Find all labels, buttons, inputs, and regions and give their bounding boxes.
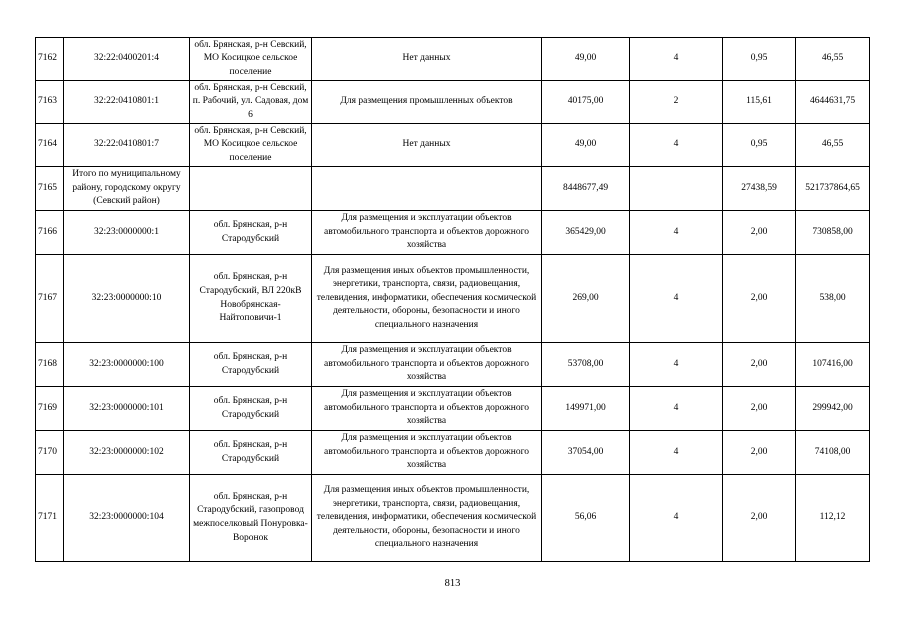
cell-area: 8448677,49 (542, 167, 630, 211)
cell-value: 4644631,75 (796, 81, 870, 124)
cell-address: обл. Брянская, р-н Стародубский (190, 431, 312, 475)
cell-cadastral: 32:22:0410801:7 (64, 124, 190, 167)
cell-rate: 2,00 (723, 255, 796, 343)
cell-purpose: Для размещения и эксплуатации объектов автомобильного транспорта и объектов дорожного хозяйства (312, 211, 542, 255)
cell-cadastral: 32:23:0000000:100 (64, 343, 190, 387)
table-row (36, 211, 870, 255)
cell-rate: 2,00 (723, 343, 796, 387)
cell-value: 299942,00 (796, 387, 870, 431)
cell-value: 46,55 (796, 38, 870, 81)
table-body (36, 38, 870, 562)
cell-area: 365429,00 (542, 211, 630, 255)
cell-rate: 2,00 (723, 387, 796, 431)
cell-group: 4 (630, 38, 723, 81)
cell-address: обл. Брянская, р-н Стародубский, газопровод межпоселковый Понуровка-Воронок (190, 475, 312, 562)
cell-rate: 115,61 (723, 81, 796, 124)
cell-group: 4 (630, 124, 723, 167)
cell-address: обл. Брянская, р-н Севский, МО Косицкое сельское поселение (190, 124, 312, 167)
cell-address: обл. Брянская, р-н Севский, МО Косицкое сельское поселение (190, 38, 312, 81)
cell-cadastral: 32:23:0000000:1 (64, 211, 190, 255)
cell-num: 7162 (36, 38, 64, 81)
cell-purpose: Для размещения и эксплуатации объектов автомобильного транспорта и объектов дорожного хозяйства (312, 387, 542, 431)
cell-value: 112,12 (796, 475, 870, 562)
table-row (36, 81, 870, 124)
cell-cadastral: 32:22:0400201:4 (64, 38, 190, 81)
table-row (36, 167, 870, 211)
cell-rate: 2,00 (723, 431, 796, 475)
table-row (36, 255, 870, 343)
cell-group: 4 (630, 255, 723, 343)
cell-area: 40175,00 (542, 81, 630, 124)
cell-area: 56,06 (542, 475, 630, 562)
cell-num: 7171 (36, 475, 64, 562)
cell-area: 37054,00 (542, 431, 630, 475)
cell-num: 7170 (36, 431, 64, 475)
table-row (36, 38, 870, 81)
cell-group: 4 (630, 387, 723, 431)
table-row (36, 343, 870, 387)
cell-group: 2 (630, 81, 723, 124)
cell-group: 4 (630, 431, 723, 475)
cell-purpose: Для размещения и эксплуатации объектов автомобильного транспорта и объектов дорожного хозяйства (312, 431, 542, 475)
cell-area: 49,00 (542, 124, 630, 167)
cell-value: 521737864,65 (796, 167, 870, 211)
table-row (36, 124, 870, 167)
cell-rate: 0,95 (723, 38, 796, 81)
cell-rate: 2,00 (723, 211, 796, 255)
cell-value: 46,55 (796, 124, 870, 167)
cell-value: 730858,00 (796, 211, 870, 255)
cell-area: 149971,00 (542, 387, 630, 431)
cell-area: 49,00 (542, 38, 630, 81)
cell-purpose: Нет данных (312, 124, 542, 167)
cell-num: 7165 (36, 167, 64, 211)
cell-value: 107416,00 (796, 343, 870, 387)
cell-cadastral: 32:23:0000000:104 (64, 475, 190, 562)
table-row (36, 475, 870, 562)
cell-area: 53708,00 (542, 343, 630, 387)
cell-num: 7166 (36, 211, 64, 255)
cell-num: 7167 (36, 255, 64, 343)
cell-cadastral: 32:22:0410801:1 (64, 81, 190, 124)
cell-address (190, 167, 312, 211)
cell-rate: 0,95 (723, 124, 796, 167)
cell-cadastral: 32:23:0000000:101 (64, 387, 190, 431)
cell-address: обл. Брянская, р-н Стародубский (190, 211, 312, 255)
cell-value: 74108,00 (796, 431, 870, 475)
cell-area: 269,00 (542, 255, 630, 343)
cell-rate: 27438,59 (723, 167, 796, 211)
cell-group: 4 (630, 211, 723, 255)
cell-num: 7168 (36, 343, 64, 387)
cell-address: обл. Брянская, р-н Стародубский (190, 343, 312, 387)
cell-address: обл. Брянская, р-н Стародубский (190, 387, 312, 431)
cell-num: 7163 (36, 81, 64, 124)
cell-purpose: Для размещения иных объектов промышленности, энергетики, транспорта, связи, радиовещания, телевидения, информатики, обеспечения космической деятельности, обороны, безопасности и иного специального назначения (312, 255, 542, 343)
cell-purpose: Для размещения иных объектов промышленности, энергетики, транспорта, связи, радиовещания, телевидения, информатики, обеспечения космической деятельности, обороны, безопасности и иного специального назначения (312, 475, 542, 562)
cell-rate: 2,00 (723, 475, 796, 562)
cell-num: 7169 (36, 387, 64, 431)
cell-group: 4 (630, 475, 723, 562)
cell-purpose: Для размещения и эксплуатации объектов автомобильного транспорта и объектов дорожного хозяйства (312, 343, 542, 387)
cell-group: 4 (630, 343, 723, 387)
page-number: 813 (444, 578, 461, 589)
cell-cadastral: Итого по муниципальному району, городскому округу (Севский район) (64, 167, 190, 211)
cell-value: 538,00 (796, 255, 870, 343)
cell-num: 7164 (36, 124, 64, 167)
cell-cadastral: 32:23:0000000:102 (64, 431, 190, 475)
cell-address: обл. Брянская, р-н Севский, п. Рабочий, ул. Садовая, дом 6 (190, 81, 312, 124)
cell-cadastral: 32:23:0000000:10 (64, 255, 190, 343)
cell-address: обл. Брянская, р-н Стародубский, ВЛ 220кВ Новобрянская-Найтоповичи-1 (190, 255, 312, 343)
cell-purpose: Нет данных (312, 38, 542, 81)
table-row (36, 387, 870, 431)
table-row (36, 431, 870, 475)
cell-group (630, 167, 723, 211)
cell-purpose: Для размещения промышленных объектов (312, 81, 542, 124)
cell-purpose (312, 167, 542, 211)
cadastral-table (35, 37, 870, 562)
